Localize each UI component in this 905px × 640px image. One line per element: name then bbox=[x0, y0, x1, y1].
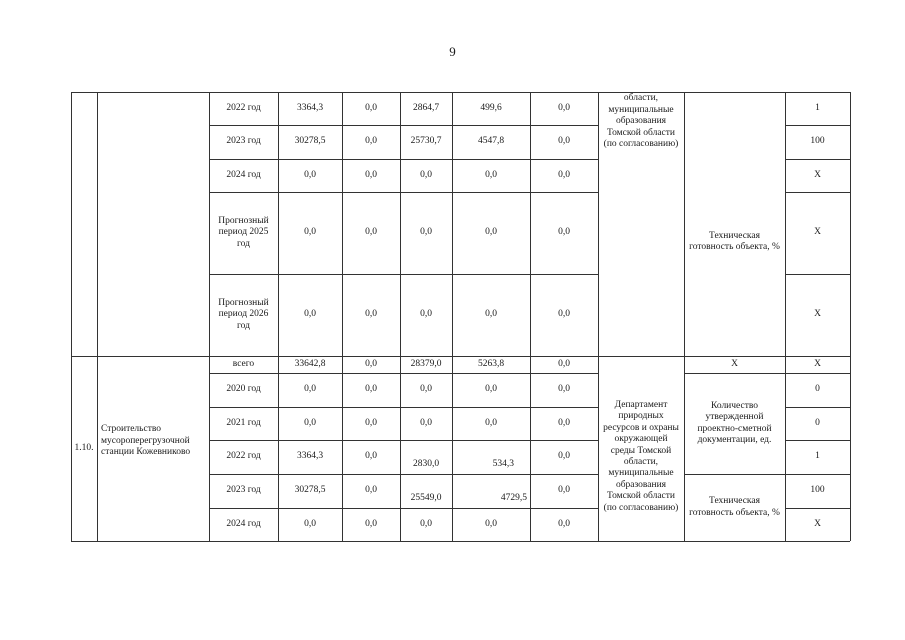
period-cell: 2023 год bbox=[226, 136, 261, 147]
value-cell: 0,0 bbox=[558, 358, 570, 369]
period-cell: 2022 год bbox=[226, 102, 261, 113]
value-cell: 0,0 bbox=[558, 169, 570, 180]
value-cell: 0,0 bbox=[420, 518, 432, 529]
period-cell: 2020 год bbox=[226, 384, 261, 395]
value-cell: 0,0 bbox=[485, 417, 497, 428]
value-cell: 0,0 bbox=[420, 309, 432, 320]
value-cell: 4547,8 bbox=[477, 136, 505, 147]
value-cell: 0,0 bbox=[485, 227, 497, 238]
target-cell: Х bbox=[814, 518, 821, 529]
indicator-cell: Техническая готовность объекта, % bbox=[689, 230, 780, 252]
value-cell: 0,0 bbox=[304, 417, 316, 428]
value-cell: 0,0 bbox=[365, 309, 377, 320]
value-cell: 5263,8 bbox=[477, 358, 505, 369]
value-cell: 0,0 bbox=[304, 518, 316, 529]
page-number: 9 bbox=[449, 44, 456, 59]
target-cell: 1 bbox=[815, 451, 820, 462]
value-cell: 0,0 bbox=[365, 227, 377, 238]
value-cell: 0,0 bbox=[365, 417, 377, 428]
value-cell: 0,0 bbox=[558, 518, 570, 529]
executor-cell: Департамент природных ресурсов и охраны окружающей среды Томской области, муниципальные образования Томской области (по согласованию) bbox=[603, 400, 679, 513]
target-cell: 0 bbox=[815, 384, 820, 395]
indicator-cell: Техническая готовность объекта, % bbox=[689, 496, 780, 518]
value-cell: 0,0 bbox=[485, 169, 497, 180]
value-cell: 0,0 bbox=[365, 358, 377, 369]
value-cell: 0,0 bbox=[365, 451, 377, 462]
target-cell: Х bbox=[814, 227, 821, 238]
value-cell: 30278,5 bbox=[294, 136, 326, 147]
value-cell: 0,0 bbox=[304, 169, 316, 180]
indicator-cell: Количество утвержденной проектно-сметной документации, ед. bbox=[697, 400, 772, 445]
value-cell: 0,0 bbox=[558, 384, 570, 395]
target-cell: Х bbox=[814, 358, 821, 369]
value-cell: 2830,0 bbox=[412, 458, 440, 469]
target-cell: Х bbox=[814, 169, 821, 180]
value-cell: 0,0 bbox=[558, 227, 570, 238]
target-cell: Х bbox=[814, 309, 821, 320]
value-cell: 30278,5 bbox=[294, 485, 326, 496]
value-cell: 499,6 bbox=[480, 102, 502, 113]
value-cell: 25549,0 bbox=[410, 492, 442, 503]
value-cell: 0,0 bbox=[558, 309, 570, 320]
value-cell: 0,0 bbox=[558, 417, 570, 428]
value-cell: 0,0 bbox=[485, 384, 497, 395]
period-cell: 2023 год bbox=[226, 485, 261, 496]
target-cell: 1 bbox=[815, 102, 820, 113]
value-cell: 0,0 bbox=[485, 518, 497, 529]
value-cell: 0,0 bbox=[365, 102, 377, 113]
period-cell: 2021 год bbox=[226, 417, 261, 428]
value-cell: 4729,5 bbox=[500, 492, 527, 503]
value-cell: 0,0 bbox=[558, 451, 570, 462]
value-cell: 534,3 bbox=[492, 458, 514, 469]
value-cell: 0,0 bbox=[558, 136, 570, 147]
value-cell: 3364,3 bbox=[296, 451, 324, 462]
value-cell: 0,0 bbox=[558, 485, 570, 496]
value-cell: 0,0 bbox=[420, 169, 432, 180]
period-cell: 2022 год bbox=[226, 451, 261, 462]
value-cell: 25730,7 bbox=[410, 136, 442, 147]
value-cell: 0,0 bbox=[365, 384, 377, 395]
value-cell: 2864,7 bbox=[412, 102, 440, 113]
value-cell: 0,0 bbox=[304, 384, 316, 395]
value-cell: 0,0 bbox=[558, 102, 570, 113]
row-number: 1.10. bbox=[74, 442, 94, 453]
value-cell: 3364,3 bbox=[296, 102, 324, 113]
value-cell: 0,0 bbox=[304, 227, 316, 238]
executor-cell: области, муниципальные образования Томской области (по согласованию) bbox=[603, 93, 679, 150]
value-cell: 0,0 bbox=[420, 227, 432, 238]
target-cell: 0 bbox=[815, 417, 820, 428]
period-cell: Прогнозный период 2026 год bbox=[218, 297, 269, 331]
value-cell: 0,0 bbox=[365, 136, 377, 147]
object-name: Строительство мусороперегрузочной станции Кожевниково bbox=[101, 424, 191, 458]
period-cell: 2024 год bbox=[226, 169, 261, 180]
value-cell: 28379,0 bbox=[410, 358, 442, 369]
indicator-cell: Х bbox=[731, 358, 738, 369]
value-cell: 0,0 bbox=[365, 485, 377, 496]
value-cell: 0,0 bbox=[365, 169, 377, 180]
target-cell: 100 bbox=[810, 136, 825, 147]
value-cell: 0,0 bbox=[365, 518, 377, 529]
target-cell: 100 bbox=[810, 485, 825, 496]
value-cell: 0,0 bbox=[304, 309, 316, 320]
period-cell: 2024 год bbox=[226, 518, 261, 529]
period-cell: Прогнозный период 2025 год bbox=[218, 215, 269, 249]
period-cell: всего bbox=[232, 358, 255, 369]
value-cell: 33642,8 bbox=[294, 358, 326, 369]
value-cell: 0,0 bbox=[420, 384, 432, 395]
value-cell: 0,0 bbox=[485, 309, 497, 320]
value-cell: 0,0 bbox=[420, 417, 432, 428]
